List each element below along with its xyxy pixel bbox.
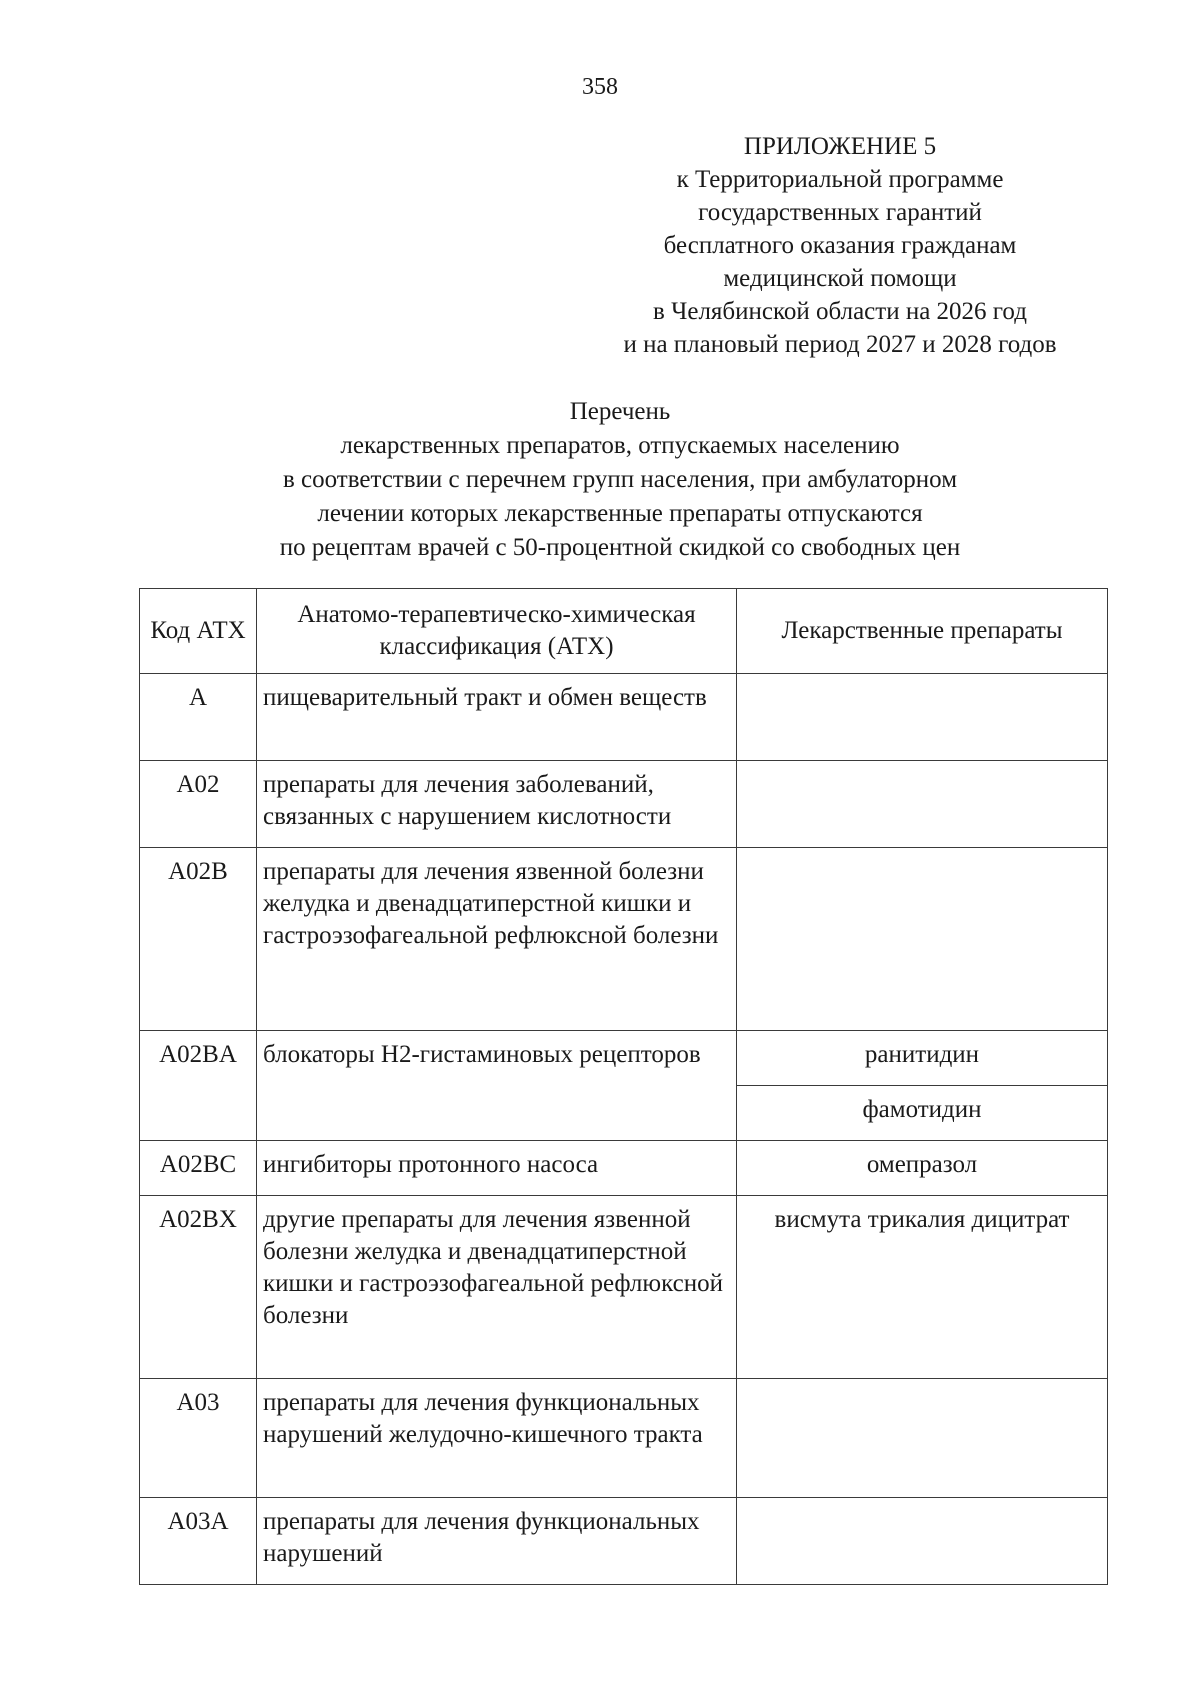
atc-classification: препараты для лечения функциональных нарушений желудочно-кишечного тракта — [257, 1379, 737, 1498]
title-line: лекарственных препаратов, отпускаемых населению — [340, 432, 900, 459]
document-title — [0, 395, 1200, 565]
appendix-line: и на плановый период 2027 и 2028 годов — [623, 331, 1057, 358]
drug-cell — [737, 1379, 1108, 1498]
atc-code: A03A — [140, 1498, 257, 1585]
atc-code: A02 — [140, 761, 257, 848]
drug-cell: омепразол — [737, 1141, 1108, 1196]
appendix-line: бесплатного оказания гражданам — [663, 232, 1017, 259]
table-row — [140, 848, 1108, 1031]
appendix-line: к Территориальной программе — [676, 166, 1004, 193]
atc-code: A03 — [140, 1379, 257, 1498]
table-row — [140, 761, 1108, 848]
atc-classification: препараты для лечения функциональных нарушений — [257, 1498, 737, 1585]
header-classification: Анатомо-терапевтическо-химическая классификация (АТХ) — [257, 589, 737, 674]
atc-classification: ингибиторы протонного насоса — [257, 1141, 737, 1196]
table-row — [140, 1196, 1108, 1379]
drug-cell: ранитидин — [737, 1031, 1108, 1086]
table-row — [140, 674, 1108, 761]
appendix-line: медицинской помощи — [723, 265, 957, 292]
table-row — [140, 1031, 1108, 1086]
atc-classification: препараты для лечения заболеваний, связанных с нарушением кислотности — [257, 761, 737, 848]
atc-code: A02BX — [140, 1196, 257, 1379]
drug-cell — [737, 1498, 1108, 1585]
table-row — [140, 1498, 1108, 1585]
appendix-line: государственных гарантий — [698, 199, 982, 226]
appendix-heading — [620, 130, 1060, 361]
table-row — [140, 1379, 1108, 1498]
atc-classification: пищеварительный тракт и обмен веществ — [257, 674, 737, 761]
appendix-line: ПРИЛОЖЕНИЕ 5 — [743, 133, 937, 160]
title-line: в соответствии с перечнем групп населения, при амбулаторном — [282, 466, 958, 493]
drug-cell — [737, 761, 1108, 848]
atc-code: A — [140, 674, 257, 761]
atc-code: A02B — [140, 848, 257, 1031]
header-code: Код АТХ — [140, 589, 257, 674]
title-line: по рецептам врачей с 50-процентной скидкой со свободных цен — [279, 534, 961, 561]
drug-cell — [737, 848, 1108, 1031]
atc-classification: другие препараты для лечения язвенной болезни желудка и двенадцатиперстной кишки и гастроэзофагеальной рефлюксной болезни — [257, 1196, 737, 1379]
title-line: Перечень — [569, 398, 671, 425]
atc-code: A02BC — [140, 1141, 257, 1196]
atc-code: A02BA — [140, 1031, 257, 1141]
title-line: лечении которых лекарственные препараты отпускаются — [317, 500, 923, 527]
appendix-line: в Челябинской области на 2026 год — [653, 298, 1027, 325]
drug-cell — [737, 674, 1108, 761]
table-header-row — [140, 589, 1108, 674]
table-row — [140, 1141, 1108, 1196]
atc-classification: блокаторы H2-гистаминовых рецепторов — [257, 1031, 737, 1141]
atc-drug-table — [139, 588, 1108, 1585]
atc-classification: препараты для лечения язвенной болезни желудка и двенадцатиперстной кишки и гастроэзофагеальной рефлюксной болезни — [257, 848, 737, 1031]
drug-cell: висмута трикалия дицитрат — [737, 1196, 1108, 1379]
drug-cell: фамотидин — [737, 1086, 1108, 1141]
page-number: 358 — [582, 74, 618, 100]
header-drugs: Лекарственные препараты — [737, 589, 1108, 674]
